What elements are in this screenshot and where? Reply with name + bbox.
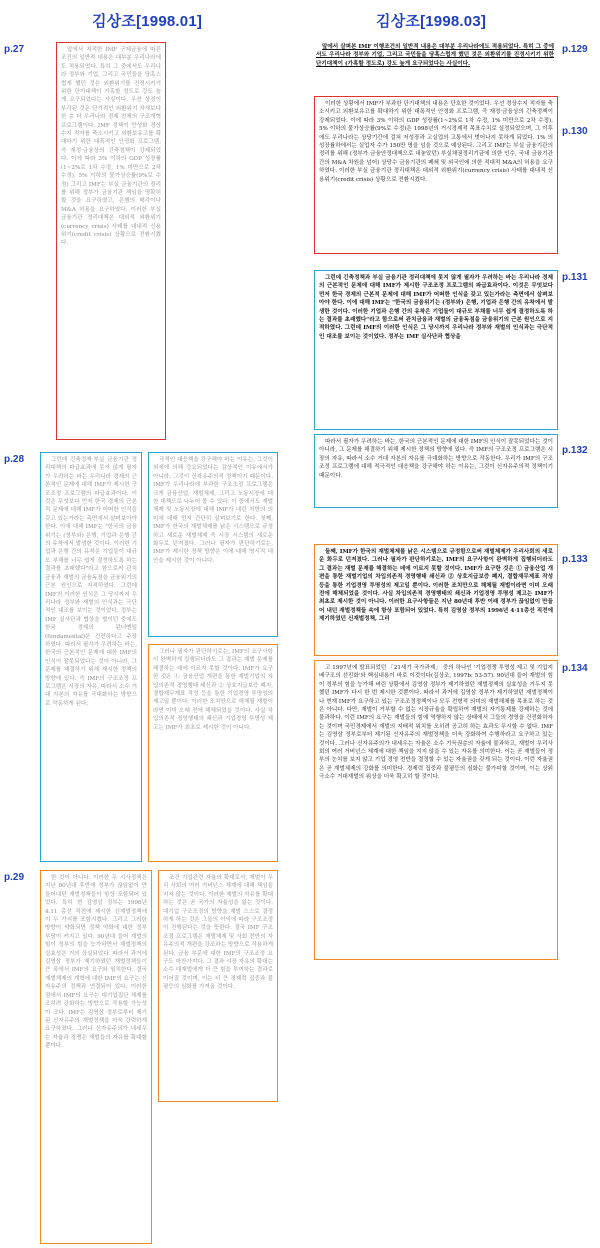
right-p130-passage: [314, 96, 558, 254]
left-p28-passage-b: [148, 452, 278, 637]
page-label-p28: p.28: [4, 454, 25, 465]
right-p131-passage: [314, 270, 558, 430]
left-p28-passage-a: [40, 452, 142, 862]
left-p28c-text: 그러나 필자가 판단하기로는, IMF의 요구사항이 완벽하게 집행되더라도 그 결과는 재벌 문제를 해결하는 데에 이르지 못할 것이다. IMF가 요구한 것은 ① 금융산업 개편을 통한 재벌기업의 자입의존적 경영행태 쇄신과 ② 상호지급보증 폐지, 결합재무제표 작성 등을 통한 기업경영 투명성의 제고일 뿐이다. 이러한 조치만으로 해체될 재벌이라면 이미 오래 전에 해체되었을 것이다. 사실 차입의존적 경영행태의 쇄신과 기업경영 투명성 제고는 IMF가 최초로 제시한 것이 아니다.: [153, 649, 273, 731]
page-label-p133: p.133: [562, 554, 588, 565]
right-p129-text: 앞에서 살펴본 IMF 이행조건의 일반적 내용은 대부분 우리나라에도 적용되었다. 특히 그 중에서도 우리나라 정부와 기업, 그리고 국민들을 당혹스럽게 했던 것은 외환위기를 진정시키기 위한 단기대책이 (가혹할 정도로) 강도 높게 요구되었다는 사실이다.: [316, 44, 554, 67]
left-p28b-text: 극적인 대응책을 강구해야 하는 이유는, 그것이 외세에 의해 강요되었다는 감상적인 이유에서가 아니라, 그것이 신자유주의적 정책이기 때문이다. IMF가 우리나라에 부과한 구조조정 프로그램은 크게 금융산업, 재벌체제, 그리고 노동시장에 대한 대책으로 나누어 볼 수 있다. 이 중에서도 재벌체제 및 노동시장에 대해 IMF가 내린 처방의 의미에 대해 먼저 간단히 살펴보기로 한다. 첫째, IMF가 한국의 재벌체제를 낡은 시스템으로 규정하고 새로운 재벌체제 즉 시장 시스템의 새로운 화두로 던져졌다. 그러나 필자가 판단하기로는, IMF가 제시한 정책 방향은 이에 대해 명시적 대안을 제시한 것이 아니다.: [153, 457, 273, 564]
page-label-p134: p.134: [562, 663, 588, 674]
left-p29a-text: 한 것이 아니다. 이러한 두 시사정책은 지난 80년대 후반에 정부가 끊임없이 만들어내던 재벌정책들이 항상 포함되어 있었다. 특히 현 김영삼 정부는 1996년 4.11 총선 직전에 제시한 신재벌정책에 이 두 가지를 포함시켰다. 그리고 그러한 방향이 약화되면 정책 약화에 대한 정부 부담이 커지고 있다. 90년대 들어 재벌의 힘이 정부의 힘을 능가하면서 재벌정책의 실효성은 거의 상실되었다. 따라서 과거에 김영삼 정부가 제기하였던 재벌정책들이 큰 폭에서 IMF의 요구와 일치한다. 결국 재벌체제의 개혁에 대한 IMF의 요구는 신자유주의 정책과 연결되어 있다. 이러한 점에서 IMF의 요구는 대기업집단 체제를 오히려 강화하는 방향으로 작용할 가능성이 크다. IMF는 김영삼 정부로부터 제기된 신자유주의 재벌정책을 더욱 강력하게 요구하였다. 그러나 신자유주의가 내세우는 자율과 경쟁은 재벌들의 자유를 확대할 뿐이다.: [45, 875, 147, 1050]
right-p132-text: 따라서 필자가 우려하는 바는, 한국의 근본적인 문제에 대한 IMF의 인식이 잘못되었다는 것이 아니라, 그 문제를 해결하기 위해 제시한 정책의 방향에 있다. 즉 IMF의 구조조정 프로그램은 시장의 자유, 따라서 소수 거대 자본의 자유를 극대화하는 방향으로 작동한다. 우리가 IMF의 구조조정 프로그램에 대해 적극적인 대응책을 강구해야 하는 이유는, 그것이 신자유주의적 정책이기 때문이다.: [319, 439, 553, 479]
left-p29-passage-a: [40, 870, 152, 1244]
page-label-p130: p.130: [562, 126, 588, 137]
left-p27-text: 앞에서 지적한 IMF 구제금융에 따른 조건의 일반적 내용은 대부분 우리나라에도 적용되었다. 특히 그 중에서도 우리나라 정부와 기업, 그리고 국민들을 당혹스럽게 했던 것은 외환위기를 진정시키기 위한 단기대책이 가혹할 정도로 강도 높게 요구되었다는 사실이다. 우선 상정이 부각된 것은 단기적인 외환위기 자체보다 한 층 더 우리나라 경제 전체의 구조개혁 프로그램이다. IMF 정책이 만성화 경상수지 적자를 축소시키고 외환보유고를 확대하기 위한 대폭적인 안정화 프로그램, 즉 재정·금융상의 긴축정책이 강제되었다. 이에 따라 3% 이하의 GDP 성장률(1~2%로 1차 수정, 1% 미만으로 2차 수정), 5% 이하의 물가상승률(9%로 수정) 그리고 IMF는 부실 금융기관의 정리를 위해 정부가 금융기관 책임을 명확히 할 것을 요구하였고, 은행의 매각이나 M&A 허용을 요구하였다. 이러한 부실 금융기관 정리대책은 대외적 외환위기(currency crisis) 사태를 대내적 신용위기(credit crisis) 상황으로 전환시켰다.: [61, 47, 161, 247]
page-label-p27: p.27: [4, 44, 25, 55]
right-p134-text: 고 1997년에 발표되었던 「21세기 국가과제」 중의 하나인 '기업경쟁 투명성 제고 및 기업지배구조의 선진화'와 핵심내용이 바로 이것이다(김상조, 1997b: 53-57). 90년대 들어 재벌의 힘이 정부의 힘을 능가해 버린 상황에서 김영삼 정부가 제기하였던 재벌정책의 실효성을 거두지 못했던 IMF가 다시 한 번 제시한 것뿐이다. 따라서 과거에 김영삼 정부가 제기하였던 재벌정책이나 현재 IMF가 요구하고 있는 구조조정정책이나 모두 전형적 의미의 재벌해체를 목표로 하는 것은 아니다. 다만, 재벌이 거부할 수 없는 시장규율을 확립하여 재벌의 자기통제를 강제하는 것에 불과하다. 이런 IMF의 요구는 재벌들의 힘에 역행하지 않는 상태에서 그들의 경영을 건전화하자는 것이며 국민경제에서 재벌의 지배적 위치를 오히려 공고히 하는 효과도 무시할 수 없다. IMF는 김영삼 정부로부터 제기된 신자유주의 재벌정책을 더욱 강화하여 수행하라고 요구하고 있는 것이다. 그러나 신자유주의가 내세우는 자율은 소수 기득권층의 자율에 불과하고, 재벌이 우리사회의 여러 거버넌스 체계에 대한 책임을 지지 않을 수 있는 자유를 의미한다. 이는 곧 재벌들이 정부의 눈치를 보지 않고 기업 경영 전반을 결정할 수 있는 자율권을 갖게 되는 것이다. 이런 자율권은 곧 재벌체제의 강화를 의미한다. 경제력 집중과 불평등의 심화는 불가피할 것이며, 이는 상위 극소수 거대재벌의 위상을 더욱 확고히 할 것이다.: [319, 665, 553, 781]
left-p27-passage: [56, 42, 166, 440]
right-p133-passage: [314, 544, 558, 656]
page-label-p131: p.131: [562, 272, 588, 283]
right-p133-text: 둘째, IMF가 한국의 재벌체제를 낡은 시스템으로 규정함으로써 재벌체제가 우리사회의 새로운 화두로 던져졌다. 그러나 필자가 판단하기로는, IMF의 요구사항이 완벽하게 집행되더라도 그 결과는 재벌 문제를 해결하는 데에 이르지 못할 것이다. IMF가 요구한 것은 ① 금융산업 개편을 통한 재벌기업의 차입의존적 경영행태 쇄신과 ② 상호지급보증 폐지, 결합재무제표 작성 등을 통한 기업경영 투명성의 제고일 뿐이다. 이러한 조치만으로 해체될 재벌이라면 이미 오래 전에 해체되었을 것이다. 사실 차입의존적 경영행태의 쇄신과 기업경영 투명성 제고는 IMF가 최초로 제시한 것이 아니다. 이러한 요구사항들은 지난 80년대 후반 이래 정부가 끊임없이 만들어 내던 재벌정책들 속에 항상 포함되어 있었다. 특히 김영삼 정부의 1996년 4·11총선 직전에 제기하였던 신재벌정책, 그리: [319, 549, 553, 623]
right-p134-passage: [314, 660, 558, 960]
left-column-title: 김상조[1998.01]: [92, 13, 203, 30]
left-p29b-text: 조건 기업관련 자율의 확대로서, 재벌이 우리 사회의 여러 거버넌스 체계에 대해 책임을 지지 않는 것이다. 이러한 재벌의 자유를 확대하는 것은 곧 국가의 자율성을 잃는 것이다. 대기업 구조조정의 방향을 재벌 스스로 결정하게 하는 것은 그들의 이익에 따라 구조조정이 진행된다는 것을 뜻한다. 결국 IMF 구조조정 프로그램은 재벌체제 및 사회 전반의 자유주의적 개편을 강조하는 방향으로 작용하게 된다. 금융 부문에 대한 IMF의 구조조정 요구도 마찬가지다. 그 결과 시장 자유의 확대는 소수 대재벌에게 더 큰 힘을 부여하는 결과로 이어질 것이며, 이는 더 큰 경제력 집중과 불평등의 심화를 가져올 것이다.: [163, 875, 273, 991]
right-p131-text: 그런데 긴축정책과 부실 금융기관 정리대책에 못지 않게 필자가 우려하는 바는 우리나라 경제의 근본적인 문제에 대해 IMF가 제시한 구조조정 프로그램의 파급효과이다. 이것은 무엇보다 먼저 한국 경제의 근본적 문제에 대해 IMF가 어떠한 인식을 갖고 있는가라는 측면에서 살펴보아야 한다. 이에 대해 IMF는 "한국의 금융위기는 (정부와) 은행, 기업과 은행 간의 유착에서 발생한 것이다. 이러한 기업과 은행 간의 유착은 기업들이 대규모 부채를 너무 쉽게 결정하도록 하는 결과를 초래했다"라고 함으로써 관치금융과 재벌의 금융독점을 금융위기의 근본 원인으로 지적하였다. 그런데 IMF의 이러한 인식은 그 당시까지 우리나라 정부와 재벌의 인식과는 극단적인 대조를 보이는 것이었다. 정부는 IMF 실사단과 협상을: [319, 275, 553, 340]
right-column-title: 김상조[1998.03]: [376, 13, 487, 30]
left-p28a-text: 그런데 긴축정책·부실 금융기관 정리대책의 파급효과에 못지 않게 필자가 우려하는 바는 우리나라 경제의 근본적인 문제에 대해 IMF가 제시한 구조조정 프로그램의 파급효과이다. 이것은 무엇보다 먼저 한국 경제의 근본적 문제에 대해 IMF가 어떠한 인식을 갖고 있는가라는 측면에서 살펴보아야 한다. 이에 대해 IMF는 "한국의 금융위기는 (정부와) 은행, 기업과 은행 간의 유착에서 발생한 것이다. 이러한 기업과 은행 간의 유착은 기업들이 대규모 부채를 너무 쉽게 결정하도록 하는 결과를 초래했다"라고 함으로써 관치금융과 재벌의 금융독점을 금융위기의 근본 원인으로 지적하였다. 그런데 IMF의 이러한 인식은 그 당시까지 우리나라 정부와 재벌의 인식과는 극단적인 대조를 보이는 것이었다. 정부는 IMF 실사단과 협상을 벌이던 중에도 한국 경제의 펀더멘털(fundamental)은 건전하다고 주장하였다. 따라서 필자가 우려하는 바는, 한국의 근본적인 문제에 대한 IMF의 인식이 잘못되었다는 것이 아니라, 그 문제를 해결하기 위해 제시한 정책의 방향에 있다. 즉 IMF의 구조조정 프로그램은 시장의 자유, 따라서 소수 거대 자본의 자유를 극대화하는 방향으로 작동하게 된다.: [45, 457, 137, 707]
page-label-p29: p.29: [4, 872, 25, 883]
right-p132-passage: [314, 434, 558, 508]
page-label-p132: p.132: [562, 445, 588, 456]
left-p28-passage-c: [148, 644, 278, 862]
right-p130-text: 이러한 상황에서 IMF가 부과한 단기대책의 내용은 단호한 것이었다. 우선 경상수지 적자를 축소시키고 외환보유고를 확대하기 위한 대폭적인 안정화 프로그램, 즉 재정·금융상의 긴축정책이 강제되었다. 이에 따라 3% 이하의 GDP 성장률(1~2%로 1차 수정, 1% 미만으로 2차 수정), 5% 이하의 물가상승률(9%로 수정)은 1998년의 거시경제적 목표수치로 설정되었으며, 그 이후에도 우리나라는 상당기간에 걸쳐 저성장과 고실업의 고통에서 벗어나지 못하게 되었다. 1% 의 성장률하에서는 실업자 수가 150만 명을 넘을 것으로 예상된다. 그리고 IMF는 부실 금융기관의 정리를 위해 (정부가 금융안정대책으로 내놓았던) 부실채권정리기금에 의한 인수, 국내 금융기관간의 M&A 차원을 넘어) 상당수 금융기관의 폐쇄 및 외국인에 의한 적대적 M&A의 허용을 요구하였다. 이러한 부실 금융기관 정리대책은 대외적 외환위기(currency crisis) 사태를 대내적 신용위기(credit crisis) 상황으로 전환시켰다.: [319, 101, 553, 183]
page-label-p129: p.129: [562, 44, 588, 55]
right-p129-passage: [312, 40, 558, 94]
left-p29-passage-b: [158, 870, 278, 1102]
